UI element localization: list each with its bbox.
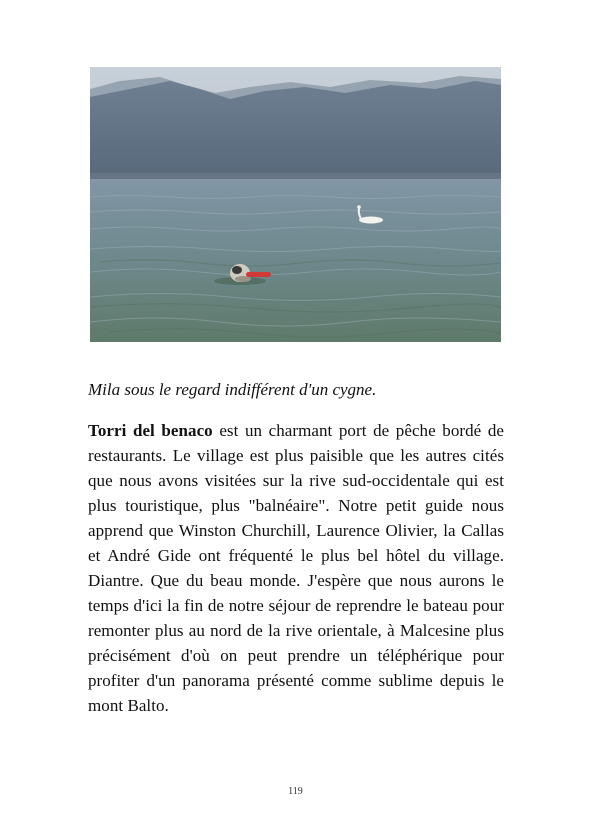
paragraph-text: est un charmant port de pêche bordé de restaurants. Le village est plus paisible que les autres cités que nous avons visitées sur la rive sud-occidentale qui est plus touristique, plus "balnéaire". Notre petit guide nous apprend que Winston Churchill, Laurence Olivier, la Callas et André Gide ont fréquenté le plus bel hôtel du village. Diantre. Que du beau monde. J'espère que nous aurons le temps d'ici la fin de notre séjour de reprendre le bateau pour remonter plus au nord de la rive orientale, à Malcesine plus précisément d'où on peut prendre un téléphérique pour profiter d'un panorama présenté comme sublime depuis le mont Balto. [88, 421, 504, 715]
body-paragraph [88, 418, 504, 718]
lake-photo [90, 67, 501, 342]
place-name: Torri del benaco [88, 421, 213, 440]
photo-caption: Mila sous le regard indifférent d'un cygne. [88, 380, 377, 399]
page-number: 119 [288, 786, 303, 797]
